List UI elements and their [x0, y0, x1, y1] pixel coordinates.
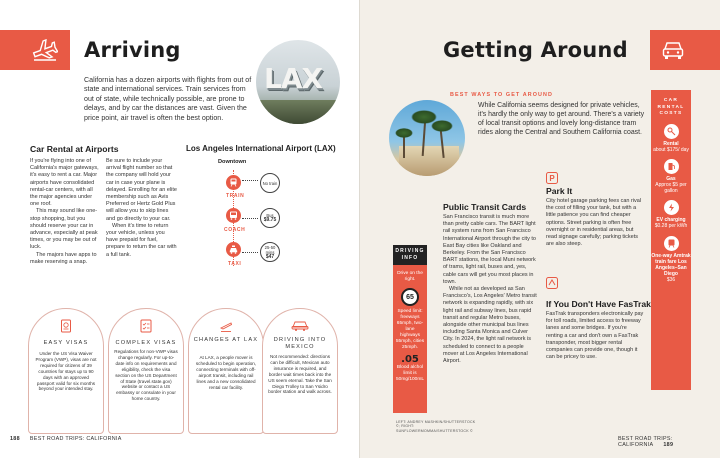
speed-limit-text: Speed limit: freeways 65mph, two-lane highways 55mph, cities 25mph. — [395, 309, 425, 350]
paragraph: City hotel garage parking fees can rival the cost of filling your tank, but with a little patience you can find cheaper options. Street parking is often free overnight or in residential areas, but read signage carefully; parking tickets are also steep. — [546, 198, 642, 248]
tip-body: Not recommended: directions can be difficult, Mexican auto insurance is required, and border wait times back into the US seem eternal. Take the San Diego Trolley to San Ysidro border station and walk across. — [268, 354, 332, 395]
plane-takeoff-icon — [189, 319, 263, 333]
cost-value: $47 — [265, 253, 275, 260]
cost-circle-taxi — [260, 242, 280, 262]
car-front-icon — [656, 34, 690, 66]
mode-label-taxi: TAXI — [228, 261, 242, 267]
connector — [242, 218, 258, 219]
tip-title: CHANGES AT LAX — [193, 337, 259, 343]
cost-value: $0.28 per kWh — [654, 223, 688, 230]
book-title: BEST ROAD TRIPS: CALIFORNIA — [618, 436, 673, 448]
paragraph: If you're flying into one of California's major gateways, it's easy to rent a car. Major airports have consolidated rental-car centers, with all the major agencies under one roof. — [30, 158, 99, 208]
section-title-car-rental: Car Rental at Airports — [30, 144, 119, 154]
paragraph: The majors have apps to make reserving a snap. — [30, 251, 97, 265]
paragraph: When it's time to return your vehicle, unless you have prepaid for fuel, prepare to return the car with a full tank. — [106, 222, 177, 258]
cost-text: Bus — [266, 213, 274, 218]
intro-text-arriving: California has a dozen airports with flights from out of state and international services. Train services from out of state, while technically possible, are prone to delays, and by car the distances are vast. Given the price point, air travel is often the best option. — [84, 76, 252, 122]
paragraph: Be sure to include your arrival flight number so that the company will hold your car in case your plane is delayed. Enrolling for an elite membership such as Avis Preferred or Hertz Gold Plus will allow you to skip lines and go directly to your car. — [106, 158, 177, 222]
cost-item-rental — [651, 124, 691, 153]
tip-card-driving-into-mexico — [262, 308, 338, 434]
cost-item-gas — [651, 159, 691, 194]
tip-title: COMPLEX VISAS — [115, 340, 177, 346]
sidebar-title: CAR RENTAL COSTS — [657, 98, 685, 117]
taxi-icon — [226, 242, 241, 257]
park-it-text — [546, 198, 644, 248]
footer-right — [618, 436, 720, 448]
mode-label-train: TRAIN — [226, 193, 245, 199]
page-title-arriving: Arriving — [84, 38, 181, 62]
section-title-park-it: Park It — [546, 186, 573, 196]
connector — [242, 252, 258, 253]
bac-number: .05 — [401, 354, 419, 365]
drive-side-text: Drive on the right. — [397, 271, 423, 282]
tip-title: EASY VISAS — [43, 340, 89, 346]
cost-value: about $175/ day — [653, 146, 689, 153]
car-icon — [263, 319, 337, 331]
intro-text-getting-around: While California seems designed for private vehicles, it's hardly the only way to get around. There's a variety of local transit options and lovely long-distance tram rides along the Central and Southern California coast. — [478, 102, 645, 136]
right-page — [360, 0, 720, 458]
cost-item-ev — [651, 200, 691, 229]
cost-head: Rental — [663, 140, 679, 147]
lax-sign-photo — [256, 40, 340, 124]
train-icon — [664, 236, 679, 251]
gas-pump-icon — [664, 159, 679, 174]
train-icon — [226, 175, 241, 190]
car-rental-col-2 — [106, 158, 178, 259]
paragraph: San Francisco transit is much more than pretty cable cars. The BART light rail system runs from San Francisco International Airport through the city to East Bay cities like Oakland and Berkeley. From the San Francisco BART stations, the local Muni network of trams, light rail, buses and, yes, cable cars will get you most places in town. — [443, 214, 536, 285]
cost-head: One-way Amtrak train fare Los Angeles–San Diego — [651, 252, 691, 277]
cost-item-amtrak — [651, 236, 691, 283]
speed-sign-icon: 65 — [401, 288, 419, 306]
book-title: BEST ROAD TRIPS: CALIFORNIA — [29, 436, 122, 442]
airplane-icon — [28, 34, 62, 66]
checklist-icon — [109, 319, 183, 333]
key-icon — [664, 124, 679, 139]
page-number: 189 — [663, 442, 674, 448]
parking-icon — [546, 172, 558, 184]
eyebrow-best-ways: BEST WAYS TO GET AROUND — [450, 92, 553, 98]
cost-value: $9.75 — [263, 217, 277, 223]
svg-text:P: P — [549, 174, 555, 183]
ev-plug-icon — [664, 200, 679, 215]
page-number: 188 — [10, 436, 20, 442]
cost-circle-coach — [260, 208, 280, 228]
mode-label-coach: COACH — [224, 227, 246, 233]
bac-text: Blood alchol limit is 50mg/100mL — [396, 365, 424, 382]
destination-label: Downtown — [218, 159, 247, 165]
section-title-lax: Los Angeles International Airport (LAX) — [186, 144, 336, 153]
paragraph: FasTrak transponders electronically pay for toll roads, limited access to freeway lanes and some bridges. If you're renting a car and don't own a FasTrak transponder, most bigger rental companies can provide one, though it can be pricey to use. — [546, 311, 644, 361]
fastrak-text — [546, 311, 644, 361]
car-rental-costs-sidebar — [651, 90, 691, 390]
connector — [242, 180, 258, 181]
palm-trees-photo — [389, 100, 465, 176]
tip-card-complex-visas — [108, 308, 184, 434]
cost-value: $36 — [666, 276, 676, 283]
section-title-fastrak: If You Don't Have FasTrak — [546, 299, 651, 309]
cost-head: EV charging — [656, 217, 686, 224]
tip-card-changes-at-lax — [188, 308, 264, 434]
cost-text: No train — [262, 180, 278, 186]
bus-icon — [226, 208, 241, 223]
public-transit-text — [443, 214, 538, 365]
tip-body: Under the US Visa Waiver Program (VWP), visas are not required for citizens of 39 countries for stays up to 90 days with an approved passport valid for six months beyond your intended stay. — [35, 351, 97, 392]
tip-body: At LAX, a people mover is scheduled to begin operation, connecting terminals with off-airport transit, including rail lines and a new consolidated rental car facility. — [195, 355, 257, 390]
tip-card-easy-visas — [28, 308, 104, 434]
page-title-getting-around: Getting Around — [443, 38, 628, 62]
section-title-public-transit: Public Transit Cards — [443, 202, 527, 212]
driving-info-panel — [393, 245, 427, 413]
cost-value: Approx $5 per gallon — [655, 181, 687, 195]
cost-text: 25-50 mins — [264, 244, 276, 255]
paragraph: While not as developed as San Francisco's, Los Angeles' Metro transit network is expanding rapidly, with six light rail and subway lines, bus rapid transit and regular Metro buses, alongside other municipal bus lines including Santa Monica and Culver City. In 2024, the light rail network is scheduled to connect to a people mover at Los Angeles International Airport. — [443, 286, 537, 365]
lax-sign-letters: LAX — [264, 62, 323, 95]
footer-left — [10, 436, 122, 442]
passport-icon — [29, 319, 103, 333]
cost-circle-train — [260, 173, 280, 193]
tip-title: DRIVING INTO MEXICO — [273, 337, 327, 350]
driving-info-header: DRIVING INFO — [393, 245, 427, 265]
photo-credit: LEFT: ANDREY MASHKIN/SHUTTERSTOCK ©; RIGHT: SUNFLOWERMOMMA/SHUTTERSTOCK © — [396, 420, 476, 433]
car-rental-col-1 — [30, 158, 100, 266]
tip-body: Regulations for non-VWP visas change regularly. For up-to-date info on requirements and eligibility, check the visa section on the US Department of State (travel.state.gov) website or contact a US embassy or consulate in your home country. — [114, 349, 178, 402]
toll-arrows-icon — [546, 277, 558, 289]
paragraph: This may sound like one-stop shopping, but you should reserve your car in advance, especially at peak times, or you may be out of luck. — [30, 208, 98, 251]
cost-head: Gas — [666, 175, 676, 182]
